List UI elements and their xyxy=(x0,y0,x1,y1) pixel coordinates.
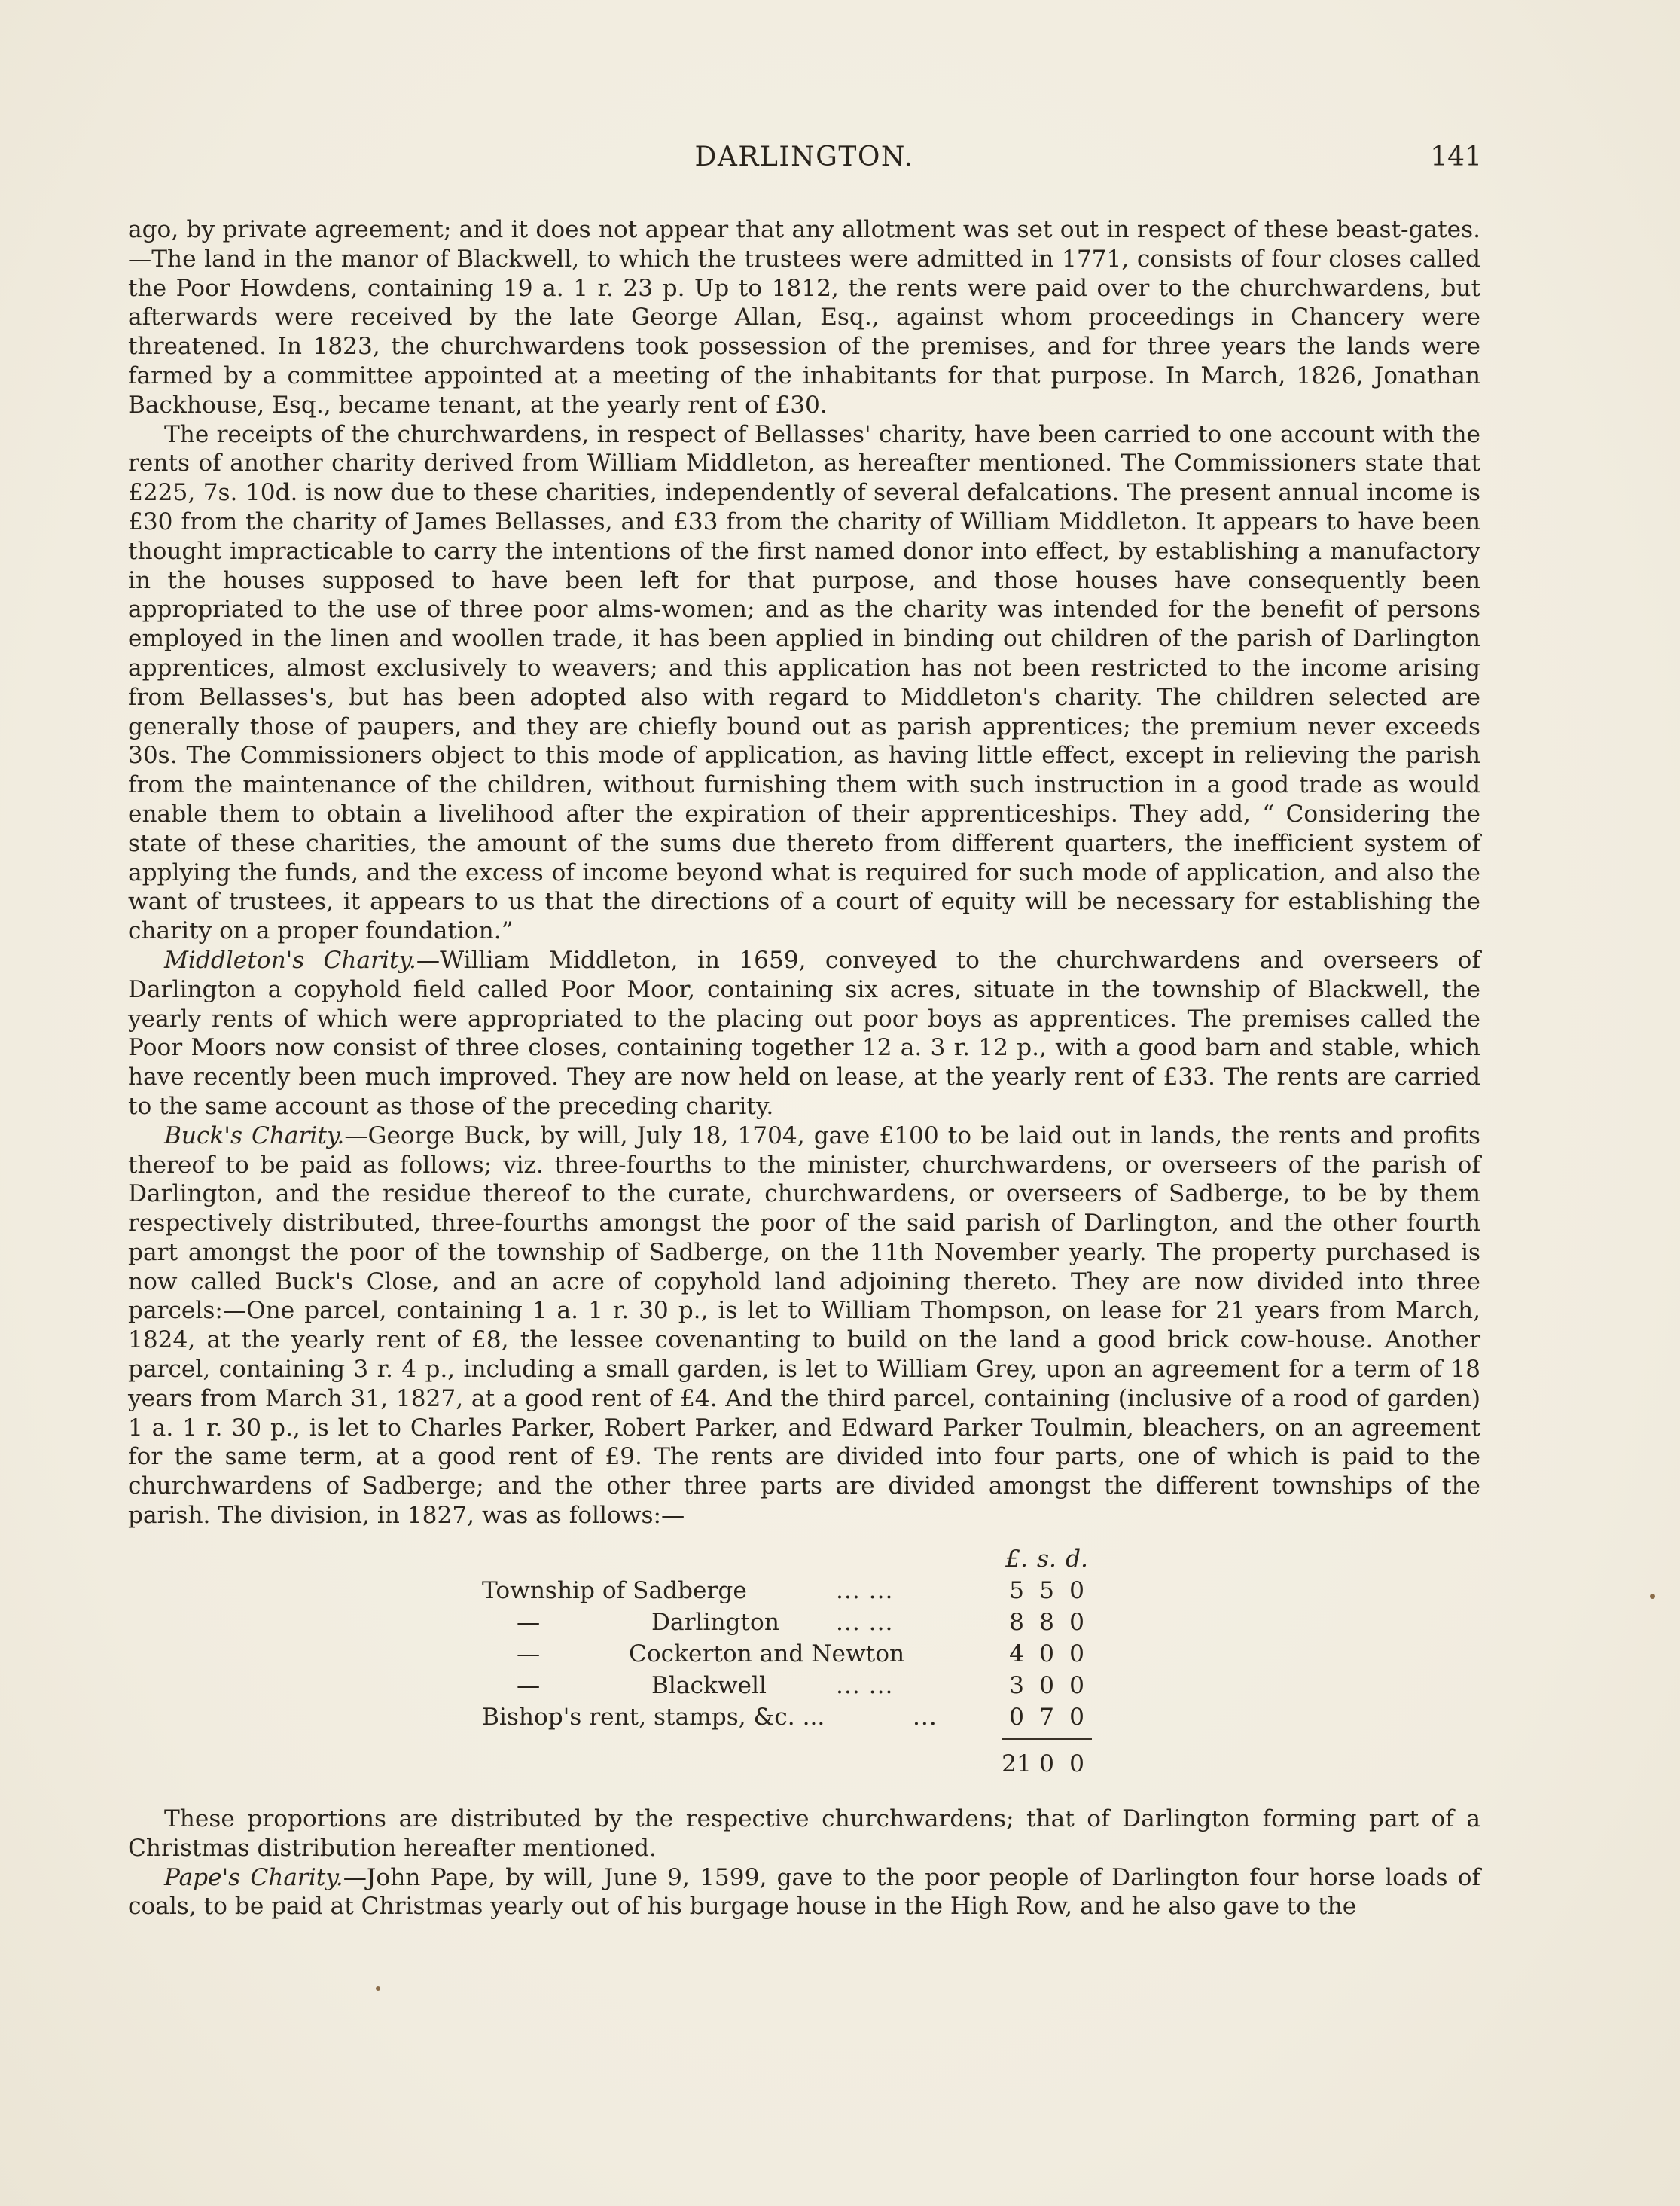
cell-pounds: 0 xyxy=(1009,1704,1024,1731)
col-head-shillings: s. xyxy=(1037,1545,1056,1573)
row-label: Bishop's rent, stamps, &c. ... xyxy=(482,1704,825,1731)
cell-pounds: 4 xyxy=(1009,1640,1024,1667)
total-pence: 0 xyxy=(1069,1750,1084,1777)
paragraph-buck-text: —George Buck, by will, July 18, 1704, gave £100 to be laid out in lands, the rents and profits thereof to be paid as follows; viz. three-fourths to the minister, churchwardens, or overseers of the parish of Darlington, and the residue thereof to the curate, churchwardens, or overseers of Sadberge, to be by them respectively distributed, three-fourths amongst the poor of the said parish of Darlington, and the other fourth part amongst the poor of the township of Sadberge, on the 11th November yearly. The property purchased is now called Buck's Close, and an acre of copyhold land adjoining thereto. They are now divided into three parcels:—One parcel, containing 1 a. 1 r. 30 p., is let to William Thompson, on lease for 21 years from March, 1824, at the yearly rent of £8, the lessee covenanting to build on the land a good brick cow-house. Another parcel, containing 3 r. 4 p., including a small garden, is let to William Grey, upon an agreement for a term of 18 years from March 31, 1827, at a good rent of £4. And the third parcel, containing (inclusive of a rood of garden) 1 a. 1 r. 30 p., is let to Charles Parker, Robert Parker, and Edward Parker Toulmin, bleachers, on an agreement for the same term, at a good rent of £9. The rents are divided into four parts, one of which is paid to the churchwardens of Sadberge; and the other three parts are divided amongst the different townships of the parish. The division, in 1827, was as follows:— xyxy=(128,1121,1480,1530)
total-rule xyxy=(1002,1738,1092,1740)
cell-pounds: 3 xyxy=(1009,1672,1024,1699)
body-text-continued xyxy=(128,1805,1480,1921)
paragraph-middleton-text: —William Middleton, in 1659, conveyed to the churchwardens and overseers of Darlington a copyhold field called Poor Moor, containing six acres, situate in the township of Blackwell, the yearly rents of which were appropriated to the placing out poor boys as apprentices. The premises called the Poor Moors now consist of three closes, containing together 12 a. 3 r. 12 p., with a good barn and stable, which have recently been much improved. They are now held on lease, at the yearly rent of £33. The rents are carried to the same account as those of the preceding charity. xyxy=(128,946,1480,1120)
table-row xyxy=(482,1672,1145,1702)
section-title-middleton: Middleton's Charity. xyxy=(164,946,416,974)
paragraph-continuation: ago, by private agreement; and it does not appear that any allotment was set out in respect of these beast-gates.—The land in the manor of Blackwell, to which the trustees were admitted in 1771, consists of four closes called the Poor Howdens, containing 19 a. 1 r. 23 p. Up to 1812, the rents were paid over to the churchwardens, but afterwards were received by the late George Allan, Esq., against whom proceedings in Chancery were threatened. In 1823, the churchwardens took possession of the premises, and for three years the lands were farmed by a committee appointed at a meeting of the inhabitants for that purpose. In March, 1826, Jonathan Backhouse, Esq., became tenant, at the yearly rent of £30. xyxy=(128,216,1480,419)
cell-pence: 0 xyxy=(1069,1672,1084,1699)
total-shillings: 0 xyxy=(1039,1750,1054,1777)
table-row xyxy=(482,1640,1145,1671)
leader-dots: ... ... xyxy=(836,1609,894,1636)
section-title-buck: Buck's Charity. xyxy=(164,1121,345,1149)
paragraph-bellasses-receipts: The receipts of the churchwardens, in respect of Bellasses' charity, have been carried to one account with the rents of another charity derived from William Middleton, as hereafter mentioned. The Commissioners state that £225, 7s. 10d. is now due to these charities, independently of several defalcations. The present annual income is £30 from the charity of James Bellasses, and £33 from the charity of William Middleton. It appears to have been thought impracticable to carry the intentions of the first named donor into effect, by establishing a manufactory in the houses supposed to have been left for that purpose, and those houses have consequently been appropriated to the use of three poor alms-women; and as the charity was intended for the benefit of persons employed in the linen and woollen trade, it has been applied in binding out children of the parish of Darlington apprentices, almost exclusively to weavers; and this application has not been restricted to the income arising from Bellasses's, but has been adopted also with regard to Middleton's charity. The children selected are generally those of paupers, and they are chiefly bound out as parish apprentices; the premium never exceeds 30s. The Commissioners object to this mode of application, as having little effect, except in relieving the parish from the maintenance of the children, without furnishing them with such instruction in a good trade as would enable them to obtain a livelihood after the expiration of their apprenticeships. They add, “ Considering the state of these charities, the amount of the sums due thereto from different quarters, the inefficient system of applying the funds, and the excess of income beyond what is required for such mode of application, and also the want of trustees, it appears to us that the directions of a court of equity will be necessary for establishing the charity on a proper foundation.” xyxy=(128,420,1480,945)
paper-fleck xyxy=(1650,1594,1655,1599)
table-row xyxy=(482,1704,1145,1734)
leader-dots: ... ... xyxy=(836,1672,894,1699)
section-title-pape: Pape's Charity. xyxy=(164,1863,343,1891)
table-row xyxy=(482,1577,1145,1607)
page-number: 141 xyxy=(1430,142,1482,172)
division-table xyxy=(482,1545,1145,1794)
cell-shillings: 7 xyxy=(1039,1704,1054,1731)
page-title: DARLINGTON. xyxy=(694,142,914,172)
cell-pounds: 5 xyxy=(1009,1577,1024,1604)
total-pounds: 21 xyxy=(1002,1750,1032,1777)
paragraph-bucks-charity xyxy=(128,1121,1480,1530)
paragraph-middletons-charity xyxy=(128,946,1480,1121)
col-head-pounds: £. xyxy=(1005,1545,1028,1573)
running-header xyxy=(127,142,1482,179)
row-label: Township of Sadberge xyxy=(482,1577,747,1604)
table-header-row xyxy=(482,1545,1145,1576)
leader-dots: ... ... xyxy=(836,1577,894,1604)
row-label: Blackwell xyxy=(651,1672,767,1699)
paragraph-pape-text: —John Pape, by will, June 9, 1599, gave to the poor people of Darlington four horse loads of coals, to be paid at Christmas yearly out of his burgage house in the High Row, and he also gave to the xyxy=(128,1863,1481,1921)
paper-fleck xyxy=(376,1986,380,1991)
cell-shillings: 5 xyxy=(1039,1577,1054,1604)
cell-shillings: 8 xyxy=(1039,1609,1054,1636)
col-head-pence: d. xyxy=(1066,1545,1088,1573)
cell-pence: 0 xyxy=(1069,1609,1084,1636)
ditto-dash: — xyxy=(517,1609,541,1636)
table-row xyxy=(482,1609,1145,1639)
cell-pounds: 8 xyxy=(1009,1609,1024,1636)
row-label: Darlington xyxy=(651,1609,779,1636)
ditto-dash: — xyxy=(517,1640,541,1667)
paragraph-papes-charity xyxy=(128,1863,1480,1922)
cell-pence: 0 xyxy=(1069,1704,1084,1731)
cell-pence: 0 xyxy=(1069,1577,1084,1604)
row-label: Cockerton and Newton xyxy=(629,1640,905,1667)
cell-pence: 0 xyxy=(1069,1640,1084,1667)
paragraph-proportions: These proportions are distributed by the respective churchwardens; that of Darlington forming part of a Christmas distribution hereafter mentioned. xyxy=(128,1805,1480,1862)
ditto-dash: — xyxy=(517,1672,541,1699)
cell-shillings: 0 xyxy=(1039,1672,1054,1699)
leader-dots: ... xyxy=(913,1704,938,1731)
body-text xyxy=(128,215,1480,1530)
table-total-row xyxy=(482,1750,1145,1780)
cell-shillings: 0 xyxy=(1039,1640,1054,1667)
